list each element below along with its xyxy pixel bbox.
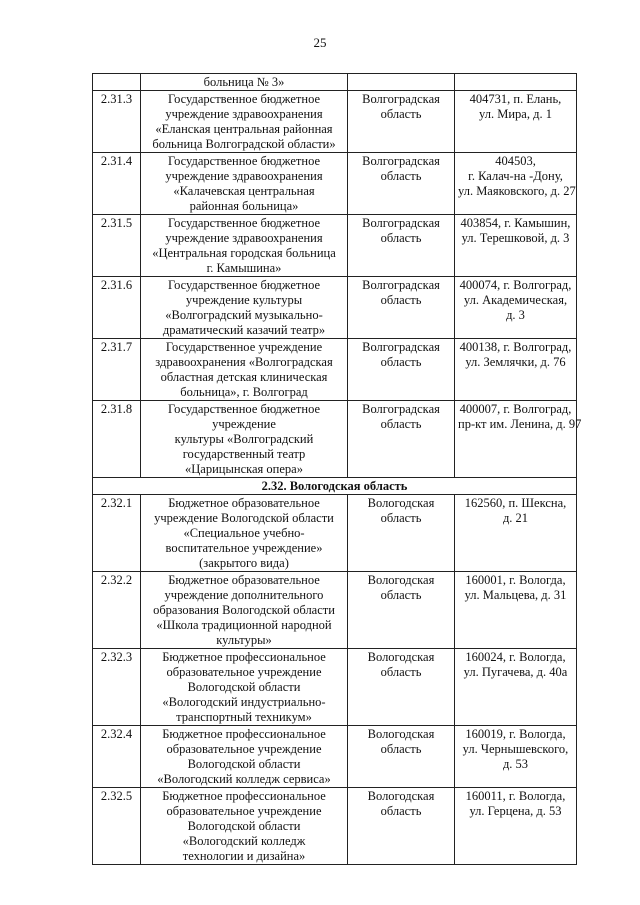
table-row	[93, 401, 577, 478]
address-cell	[455, 277, 577, 339]
row-number-cell: 2.32.5	[93, 788, 141, 865]
table-row	[93, 74, 577, 91]
organization-cell	[141, 649, 348, 726]
row-number-cell: 2.31.6	[93, 277, 141, 339]
organization-line: Государственное учреждение	[165, 340, 323, 354]
organization-cell	[141, 277, 348, 339]
table-row	[93, 339, 577, 401]
organization-line: (закрытого вида)	[199, 556, 289, 570]
row-number-cell: 2.31.5	[93, 215, 141, 277]
organization-cell	[141, 74, 348, 91]
address-line: ул. Академическая,	[463, 293, 568, 307]
organization-line: г. Камышина»	[206, 261, 282, 275]
address-line: ул. Пугачева, д. 40а	[463, 665, 568, 679]
address-cell	[455, 401, 582, 478]
address-line: д. 21	[502, 511, 529, 525]
region-cell	[348, 153, 455, 215]
section-heading: 2.32. Вологодская область	[93, 478, 577, 495]
address-line: 400138, г. Волгоград,	[459, 340, 572, 354]
address-cell	[455, 572, 577, 649]
address-cell	[455, 74, 577, 91]
organization-line: учреждение здравоохранения	[165, 169, 323, 183]
organization-cell	[141, 339, 348, 401]
region-cell	[348, 788, 455, 865]
page-number: 25	[313, 35, 327, 50]
organization-cell	[141, 572, 348, 649]
address-line: ул. Терешковой, д. 3	[461, 231, 570, 245]
address-line: 160019, г. Вологда,	[465, 727, 566, 741]
region-line: Волгоградская	[362, 92, 440, 106]
organization-cell	[141, 726, 348, 788]
organization-line: образовательное учреждение	[166, 665, 322, 679]
organization-line: «Специальное учебно-	[183, 526, 305, 540]
organization-line: Вологодской области	[187, 680, 301, 694]
organization-cell	[141, 495, 348, 572]
region-line: Волгоградская	[362, 340, 440, 354]
organization-line: больница», г. Волгоград	[180, 385, 308, 399]
table-row	[93, 153, 577, 215]
region-line: область	[380, 169, 422, 183]
region-cell	[348, 726, 455, 788]
region-line: область	[380, 293, 422, 307]
region-line: область	[380, 588, 422, 602]
organization-line: учреждение здравоохранения	[165, 231, 323, 245]
organization-line: образовательное учреждение	[166, 742, 322, 756]
row-number-cell	[93, 74, 141, 91]
region-line: Вологодская	[367, 496, 435, 510]
region-cell	[348, 572, 455, 649]
address-line: ул. Чернышевского,	[462, 742, 569, 756]
organization-line: областная детская клиническая	[160, 370, 328, 384]
address-line: 160011, г. Вологда,	[465, 789, 566, 803]
organization-cell	[141, 788, 348, 865]
organization-line: Вологодской области	[187, 819, 301, 833]
row-number-cell: 2.31.4	[93, 153, 141, 215]
organization-line: Государственное бюджетное	[167, 278, 321, 292]
address-line: ул. Маяковского, д. 27	[458, 184, 576, 198]
organization-line: культуры»	[216, 633, 272, 647]
organization-line: учреждение здравоохранения	[165, 107, 323, 121]
address-line: г. Калач-на -Дону,	[468, 169, 563, 183]
address-cell	[455, 215, 577, 277]
row-number-cell: 2.31.3	[93, 91, 141, 153]
address-line: 400074, г. Волгоград,	[459, 278, 572, 292]
region-line: Волгоградская	[362, 402, 440, 416]
row-number-cell: 2.31.7	[93, 339, 141, 401]
region-line: Вологодская	[367, 727, 435, 741]
organization-line: воспитательное учреждение»	[165, 541, 323, 555]
organization-line: «Вологодский колледж сервиса»	[157, 772, 331, 786]
row-number-cell: 2.31.8	[93, 401, 141, 478]
organization-line: «Еланская центральная районная	[155, 122, 333, 136]
address-line: 403854, г. Камышин,	[460, 216, 571, 230]
address-cell	[455, 91, 577, 153]
address-line: 400007, г. Волгоград,	[459, 402, 572, 416]
organization-line: Бюджетное профессиональное	[162, 727, 326, 741]
table-row	[93, 726, 577, 788]
organization-cell	[141, 153, 348, 215]
organization-line: «Школа традиционной народной	[156, 618, 332, 632]
organization-line: Государственное бюджетное	[167, 92, 321, 106]
region-cell	[348, 215, 455, 277]
organization-line: учреждение культуры	[185, 293, 303, 307]
organization-line: технологии и дизайна»	[182, 849, 306, 863]
address-line: 404731, п. Елань,	[469, 92, 562, 106]
region-line: Волгоградская	[362, 278, 440, 292]
region-line: область	[380, 107, 422, 121]
region-line: область	[380, 231, 422, 245]
region-line: Вологодская	[367, 650, 435, 664]
organization-line: транспортный техникум»	[176, 710, 312, 724]
region-line: Вологодская	[367, 573, 435, 587]
organization-line: Государственное бюджетное	[167, 402, 321, 416]
region-line: область	[380, 742, 422, 756]
organization-line: Бюджетное образовательное	[168, 573, 320, 587]
region-cell	[348, 649, 455, 726]
address-line: 160001, г. Вологда,	[465, 573, 566, 587]
address-line: ул. Мира, д. 1	[479, 107, 552, 121]
address-cell	[455, 726, 577, 788]
organization-line: Вологодской области	[187, 757, 301, 771]
address-cell	[455, 788, 577, 865]
region-line: область	[380, 355, 422, 369]
address-line: д. 53	[502, 757, 529, 771]
organization-line: Бюджетное образовательное	[168, 496, 320, 510]
table-row	[93, 495, 577, 572]
table-row	[93, 215, 577, 277]
region-cell	[348, 495, 455, 572]
organization-line: «Волгоградский музыкально-	[165, 308, 323, 322]
address-cell	[455, 153, 577, 215]
table-row	[93, 649, 577, 726]
region-line: область	[380, 665, 422, 679]
organization-line: больница Волгоградской области»	[152, 137, 336, 151]
organization-line: Бюджетное профессиональное	[162, 789, 326, 803]
row-number-cell: 2.32.1	[93, 495, 141, 572]
table-row	[93, 572, 577, 649]
section-row	[93, 478, 577, 495]
organization-line: Государственное бюджетное	[167, 216, 321, 230]
region-line: Волгоградская	[362, 216, 440, 230]
table-row	[93, 277, 577, 339]
region-line: область	[380, 511, 422, 525]
organization-line: культуры «Волгоградский	[174, 432, 314, 446]
address-line: ул. Мальцева, д. 31	[464, 588, 567, 602]
region-line: область	[380, 417, 422, 431]
region-cell	[348, 74, 455, 91]
address-line: 404503,	[495, 154, 536, 168]
region-cell	[348, 401, 455, 478]
organization-line: «Вологодский колледж	[182, 834, 306, 848]
organizations-table	[92, 73, 582, 865]
organization-line: Бюджетное профессиональное	[162, 650, 326, 664]
table-body	[93, 74, 582, 865]
address-line: ул. Землячки, д. 76	[465, 355, 566, 369]
address-cell	[455, 649, 577, 726]
organization-line: образовательное учреждение	[166, 804, 322, 818]
address-line: ул. Герцена, д. 53	[469, 804, 562, 818]
address-line: пр-кт им. Ленина, д. 97	[458, 417, 582, 431]
organization-line: драматический казачий театр»	[162, 323, 326, 337]
region-line: область	[380, 804, 422, 818]
region-line: Вологодская	[367, 789, 435, 803]
organization-line: «Вологодский индустриально-	[162, 695, 326, 709]
organization-line: «Центральная городская больница	[152, 246, 336, 260]
region-cell	[348, 339, 455, 401]
address-cell	[455, 495, 577, 572]
row-number-cell: 2.32.3	[93, 649, 141, 726]
organization-cell	[141, 401, 348, 478]
region-cell	[348, 91, 455, 153]
address-line: 160024, г. Вологда,	[465, 650, 566, 664]
address-line: д. 3	[506, 308, 525, 322]
organization-line: районная больница»	[189, 199, 299, 213]
organization-line: здравоохранения «Волгоградская	[155, 355, 333, 369]
region-line: Волгоградская	[362, 154, 440, 168]
address-line: 162560, п. Шексна,	[464, 496, 567, 510]
region-cell	[348, 277, 455, 339]
organization-line: «Царицынская опера»	[185, 462, 303, 476]
row-number-cell: 2.32.4	[93, 726, 141, 788]
organization-line: образования Вологодской области	[153, 603, 335, 617]
organization-line: государственный театр	[182, 447, 306, 461]
row-number-cell: 2.32.2	[93, 572, 141, 649]
organization-line: Государственное бюджетное	[167, 154, 321, 168]
organization-cell	[141, 91, 348, 153]
table-row	[93, 91, 577, 153]
organization-line: больница № 3»	[203, 75, 285, 89]
table-row	[93, 788, 577, 865]
organization-line: учреждение дополнительного	[164, 588, 324, 602]
organization-line: «Калачевская центральная	[173, 184, 315, 198]
organization-cell	[141, 215, 348, 277]
organization-line: учреждение Вологодской области	[154, 511, 334, 525]
organization-line: учреждение	[212, 417, 276, 431]
address-cell	[455, 339, 577, 401]
